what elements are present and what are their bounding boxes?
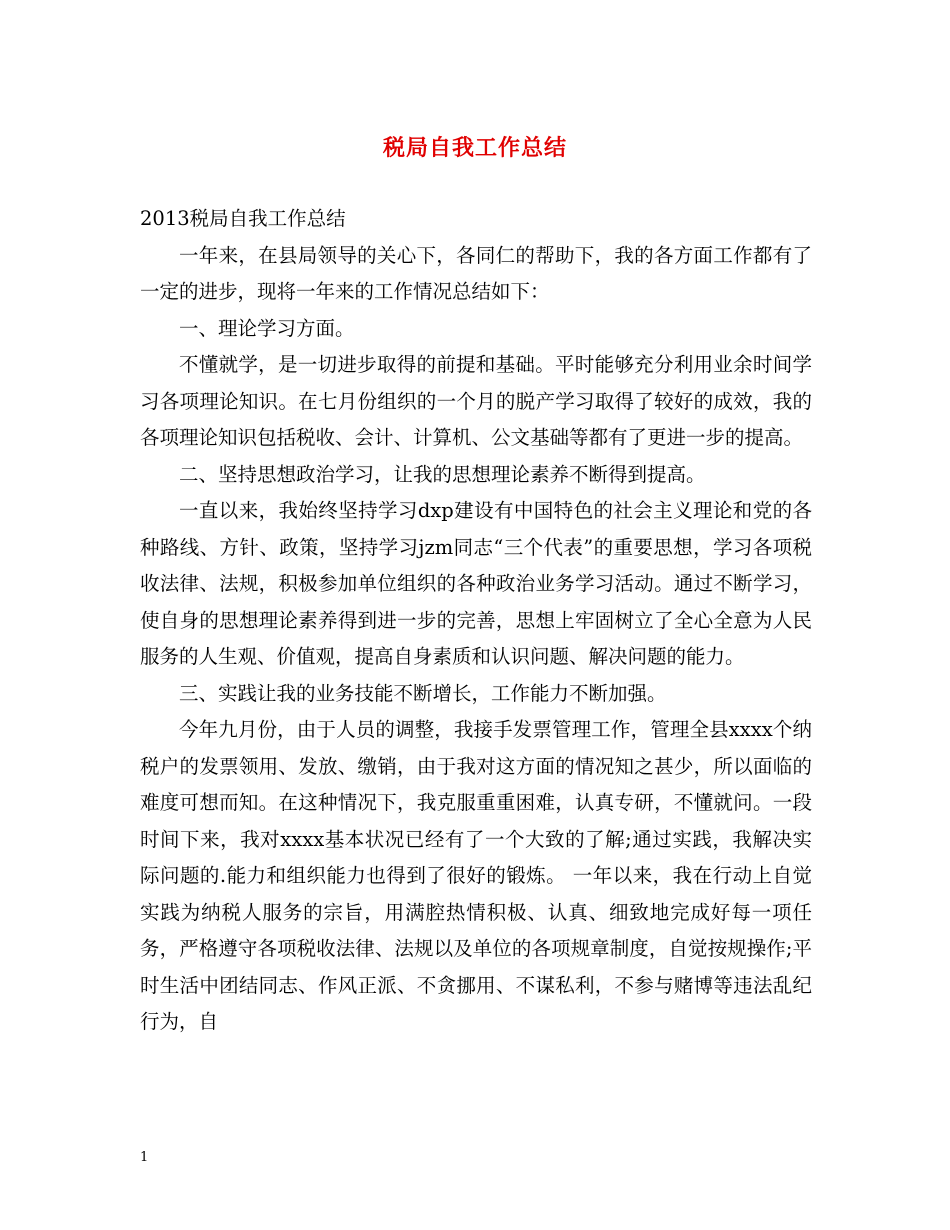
subtitle-paragraph: 2013税局自我工作总结	[140, 207, 346, 230]
section-heading-theory: 一、理论学习方面。	[179, 316, 355, 340]
practice-paragraph: 今年九月份，由于人员的调整，我接手发票管理工作，管理全县xxxx个纳税户的发票领用、发放、缴销，由于我对这方面的情况知之甚少，所以面临的难度可想而知。在这种情况下，我克服重重困难，认真专研，不懂就问。一段时间下来，我对xxxx基本状况已经有了一个大致的了解;通过实践，我解决实际问题的.能力和组织能力也得到了很好的锻炼。 一年以来，我在行动上自觉实践为纳税人服务的宗旨，用满腔热情积极、认真、细致地完成好每一项任务，严格遵守各项税收法律、法规以及单位的各项规章制度，自觉按规操作;平时生活中团结同志、作风正派、不贪挪用、不谋私利，不参与赌博等违法乱纪行为，自	[140, 718, 812, 1033]
document-body	[140, 201, 812, 1041]
page-number: 1	[140, 1150, 149, 1165]
section-heading-practice: 三、实践让我的业务技能不断增长，工作能力不断加强。	[179, 681, 667, 705]
politics-paragraph: 一直以来，我始终坚持学习dxp建设有中国特色的社会主义理论和党的各种路线、方针、政策，坚持学习jzm同志“三个代表”的重要思想，学习各项税收法律、法规，积极参加单位组织的各种政治业务学习活动。通过不断学习，使自身的思想理论素养得到进一步的完善，思想上牢固树立了全心全意为人民服务的人生观、价值观，提高自身素质和认识问题、解决问题的能力。	[140, 499, 812, 668]
document-title: 税局自我工作总结	[382, 135, 567, 161]
intro-paragraph: 一年来，在县局领导的关心下，各同仁的帮助下，我的各方面工作都有了一定的进步，现将一年来的工作情况总结如下：	[140, 243, 812, 303]
theory-paragraph: 不懂就学，是一切进步取得的前提和基础。平时能够充分利用业余时间学习各项理论知识。在七月份组织的一个月的脱产学习取得了较好的成效，我的各项理论知识包括税收、会计、计算机、公文基础等都有了更进一步的提高。	[140, 353, 812, 449]
section-heading-politics: 二、坚持思想政治学习，让我的思想理论素养不断得到提高。	[179, 462, 706, 486]
